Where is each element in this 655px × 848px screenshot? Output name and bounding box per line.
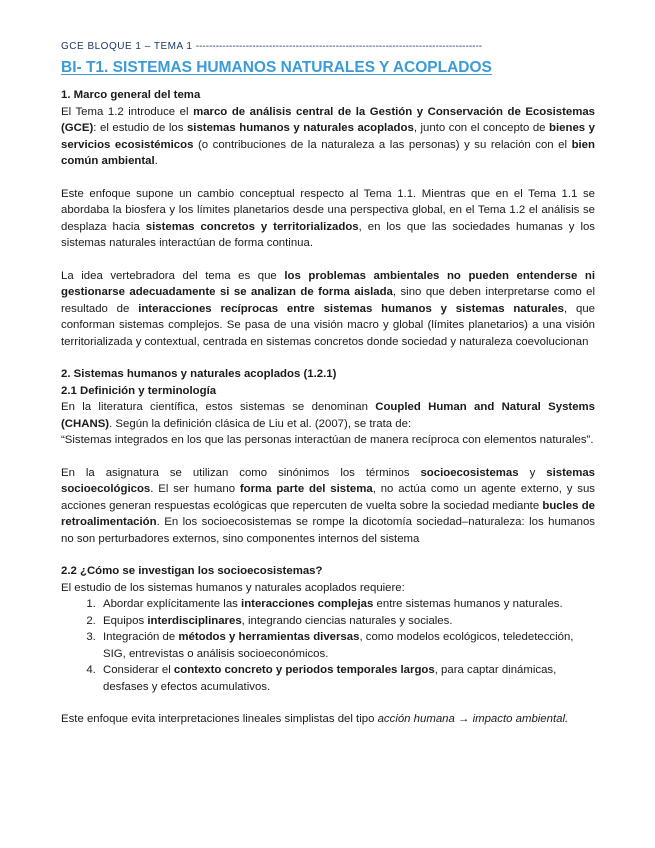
subsection-2-1-heading: 2.1 Definición y terminología — [61, 384, 217, 397]
running-header-text: GCE BLOQUE 1 – TEMA 1 — [61, 41, 196, 52]
spacer — [61, 695, 595, 711]
spacer — [61, 547, 595, 563]
header-rule: -------------------------------------------------------------------------------------- — [195, 41, 483, 52]
spacer — [61, 449, 595, 465]
spacer — [61, 170, 595, 186]
section-2-1-paragraph-2: En la asignatura se utilizan como sinónimos los términos socioecosistemas y sistemas socioecológicos. El ser humano forma parte del sistema, no actúa como un agente externo, y sus acciones generan respuestas ecológicas que repercuten de vuelta sobre la sociedad mediante bucles de retroalimentación. En los socioecosistemas se rompe la dicotomía sociedad–naturaleza: los humanos no son perturbadores externos, sino componentes internos del sistema — [61, 466, 595, 545]
section-2-2-intro: El estudio de los sistemas humanos y naturales acoplados requiere: — [61, 581, 405, 594]
section-1-paragraph-2: Este enfoque supone un cambio conceptual respecto al Tema 1.1. Mientras que en el Tema 1.1 se abordaba la biosfera y los límites planetarios desde una perspectiva global, en el Tema 1.2 el análisis se desplaza hacia sistemas concretos y territorializados, en los que las sociedades humanas y los sistemas naturales interactúan de forma continua. — [61, 187, 596, 249]
subsection-2-2-heading: 2.2 ¿Cómo se investigan los socioecosistemas? — [61, 565, 323, 577]
document-page — [61, 40, 595, 728]
list-item: 1. Abordar explícitamente las interacciones complejas entre sistemas humanos y naturales. — [99, 596, 595, 613]
running-header — [61, 40, 595, 54]
spacer — [61, 350, 595, 366]
list-item: 4. Considerar el contexto concreto y periodos temporales largos, para captar dinámicas, desfases y efectos acumulativos. — [99, 662, 595, 695]
closing-paragraph: Este enfoque evita interpretaciones lineales simplistas del tipo acción humana → impacto ambiental. — [61, 713, 569, 725]
definition-quote: “Sistemas integrados en los que las personas interactúan de manera recíproca con elementos naturales”. — [61, 434, 594, 446]
section-1-paragraph-3: La idea vertebradora del tema es que los problemas ambientales no pueden entenderse ni gestionarse adecuadamente si se analizan de forma aislada, sino que deben interpretarse como el resultado de interacciones recíprocas entre sistemas humanos y sistemas naturales, que conforman sistemas complejos. Se pasa de una visión macro y global (límites planetarios) a una visión territorializada y contextual, centrada en sistemas concretos donde sociedad y naturaleza coevolucionan — [61, 269, 596, 348]
section-2-heading: 2. Sistemas humanos y naturales acoplados (1.2.1) — [61, 368, 337, 380]
section-2-1-paragraph-1: En la literatura científica, estos sistemas se denominan Coupled Human and Natural Systems (CHANS). Según la definición clásica de Liu et al. (2007), se trata de: — [61, 401, 595, 430]
list-item: 3. Integración de métodos y herramientas diversas, como modelos ecológicos, teledetección, SIG, entrevistas o análisis socioeconómicos. — [99, 629, 595, 662]
section-1-paragraph-1: El Tema 1.2 introduce el marco de análisis central de la Gestión y Conservación de Ecosistemas (GCE): el estudio de los sistemas humanos y naturales acoplados, junto con el concepto de bienes y servicios ecosistémicos (o contribuciones de la naturaleza a las personas) y su relación con el bien común ambiental. — [61, 105, 595, 167]
document-title: BI- T1. SISTEMAS HUMANOS NATURALES Y ACOPLADOS — [61, 59, 492, 76]
list-item: 2. Equipos interdisciplinares, integrando ciencias naturales y sociales. — [99, 613, 595, 630]
spacer — [61, 252, 595, 268]
requirements-list — [61, 596, 595, 695]
section-1-heading: 1. Marco general del tema — [61, 89, 201, 101]
